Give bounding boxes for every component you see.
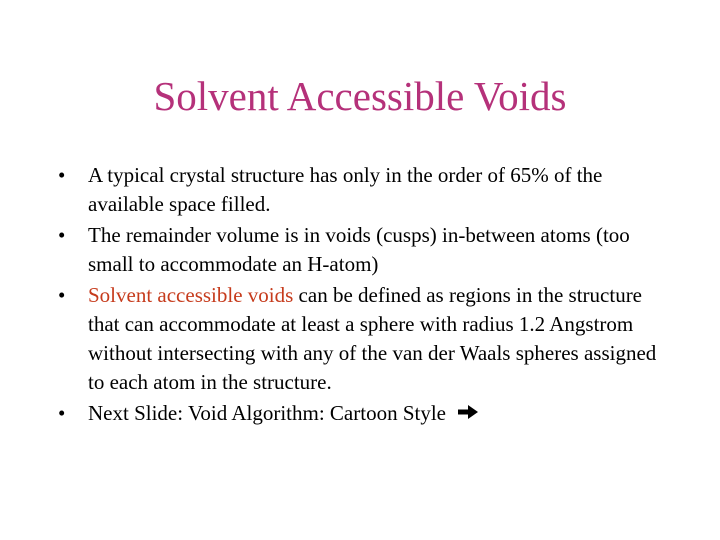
bullet-text: can be defined as regions in the structure that can accommodate at least a sphere with radius 1.2 Angstrom without intersecting with any of the van der Waals spheres assigned to each atom in the structure.: [88, 283, 657, 394]
bullet-item: [58, 221, 658, 279]
bullet-marker: •: [58, 223, 66, 247]
bullet-item: [58, 281, 658, 397]
bullet-item: [58, 161, 658, 219]
slide-title: Solvent Accessible Voids: [153, 73, 567, 119]
bullet-marker: •: [58, 401, 66, 425]
bullet-text: The remainder volume is in voids (cusps) in-between atoms (too small to accommodate an H-atom): [88, 223, 630, 276]
bullet-item: [58, 399, 658, 428]
right-arrow-icon: [457, 399, 479, 428]
bullet-list: [58, 161, 658, 430]
bullet-marker: •: [58, 283, 66, 307]
bullet-marker: •: [58, 163, 66, 187]
bullet-text: Next Slide: Void Algorithm: Cartoon Style: [88, 401, 446, 425]
bullet-highlight-term: Solvent accessible voids: [88, 283, 294, 307]
bullet-text: A typical crystal structure has only in the order of 65% of the available space filled.: [88, 163, 603, 216]
